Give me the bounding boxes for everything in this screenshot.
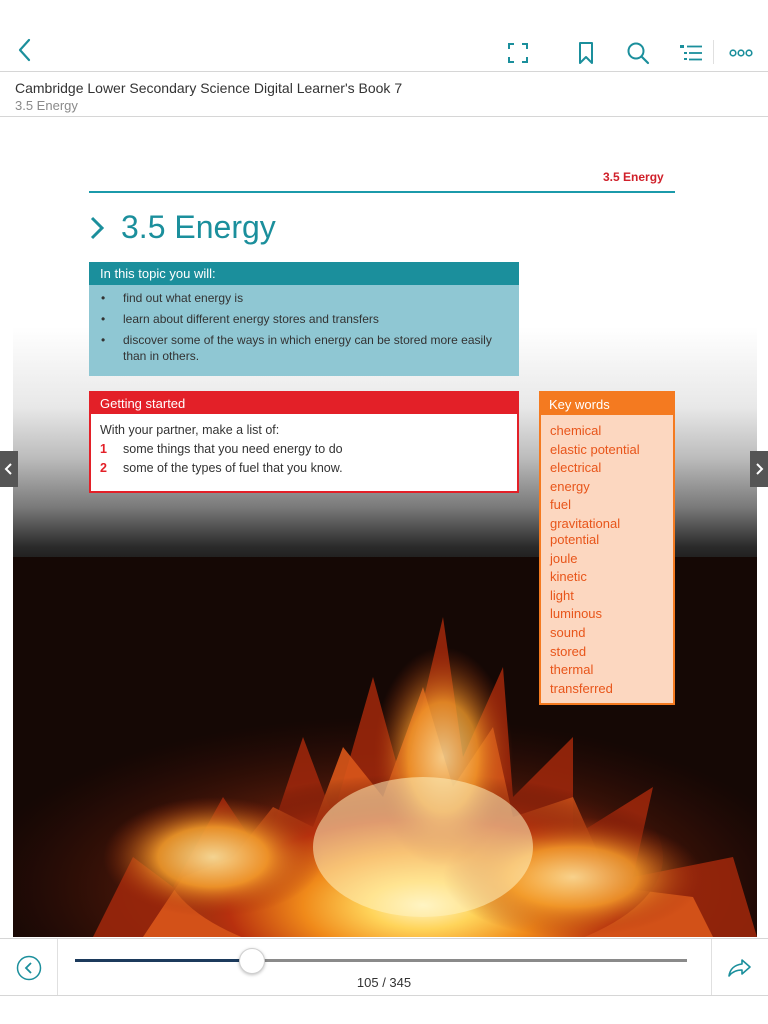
key-word: fuel (550, 497, 571, 513)
list-item: • learn about different energy stores and transfers (101, 312, 379, 326)
topic-objectives-box (89, 262, 519, 376)
header-rule (89, 191, 675, 193)
item-number: 1 (100, 442, 107, 456)
bottom-navigation-bar (0, 938, 768, 996)
key-word: thermal (550, 662, 594, 678)
key-word: joule (550, 550, 578, 566)
bookmark-button[interactable] (573, 40, 599, 66)
previous-page-button[interactable] (0, 451, 18, 487)
getting-started-box (89, 391, 519, 493)
book-title: Cambridge Lower Secondary Science Digital Learner's Book 7 (15, 80, 403, 96)
getting-started-heading: Getting started (91, 393, 517, 414)
item-text: some things that you need energy to do (123, 442, 343, 456)
key-words-heading: Key words (541, 393, 673, 415)
key-word: stored (550, 643, 587, 659)
getting-started-intro: With your partner, make a list of: (100, 423, 280, 437)
item-text: some of the types of fuel that you know. (123, 461, 343, 475)
running-head: 3.5 Energy (603, 170, 664, 184)
fullscreen-icon (505, 40, 531, 66)
key-word: transferred (550, 680, 613, 696)
topic-box-heading: In this topic you will: (89, 262, 519, 285)
page-counter: 105 / 345 (356, 975, 412, 990)
key-words-box (539, 391, 675, 705)
key-word: elastic potential (550, 441, 640, 457)
key-word: energy (550, 478, 590, 494)
next-page-button[interactable] (750, 451, 768, 487)
bookmark-icon (573, 40, 599, 66)
toc-icon (678, 40, 704, 66)
share-icon (726, 955, 754, 979)
current-section: 3.5 Energy (15, 98, 78, 113)
page-slider-track[interactable] (75, 959, 687, 962)
bullet-icon: • (101, 312, 106, 326)
key-word: gravitational potential (550, 515, 621, 547)
top-toolbar (0, 0, 768, 72)
chevron-left-icon (14, 36, 38, 66)
objectives-list (89, 285, 519, 364)
more-button[interactable] (728, 40, 754, 66)
section-chevron-icon (87, 214, 107, 242)
list-item: • discover some of the ways in which energy can be stored more easily than in others. (101, 333, 492, 363)
page-slider-progress (75, 959, 252, 962)
search-icon (625, 40, 651, 66)
chevron-right-icon (750, 451, 768, 487)
back-button[interactable] (14, 36, 38, 66)
key-word: chemical (550, 423, 602, 438)
key-word: light (550, 587, 574, 603)
book-title-bar (0, 72, 768, 117)
divider (711, 939, 712, 995)
list-item: • find out what energy is (101, 291, 244, 305)
search-button[interactable] (625, 40, 651, 66)
book-page (13, 117, 757, 937)
page-title: 3.5 Energy (121, 209, 276, 245)
key-word: luminous (550, 606, 603, 622)
key-word: sound (550, 624, 586, 640)
bullet-icon: • (101, 291, 106, 305)
share-button[interactable] (726, 955, 754, 979)
item-number: 2 (100, 461, 107, 475)
list-item (91, 437, 517, 456)
more-icon (728, 40, 754, 66)
fullscreen-button[interactable] (505, 40, 531, 66)
toolbar-divider (713, 40, 714, 64)
page-slider-thumb[interactable] (239, 948, 265, 974)
key-words-list (541, 415, 673, 697)
key-word: electrical (550, 460, 602, 476)
table-of-contents-button[interactable] (678, 40, 704, 66)
chevron-left-icon (0, 451, 18, 487)
bullet-icon: • (101, 333, 106, 347)
list-item (91, 456, 517, 475)
key-word: kinetic (550, 569, 587, 585)
